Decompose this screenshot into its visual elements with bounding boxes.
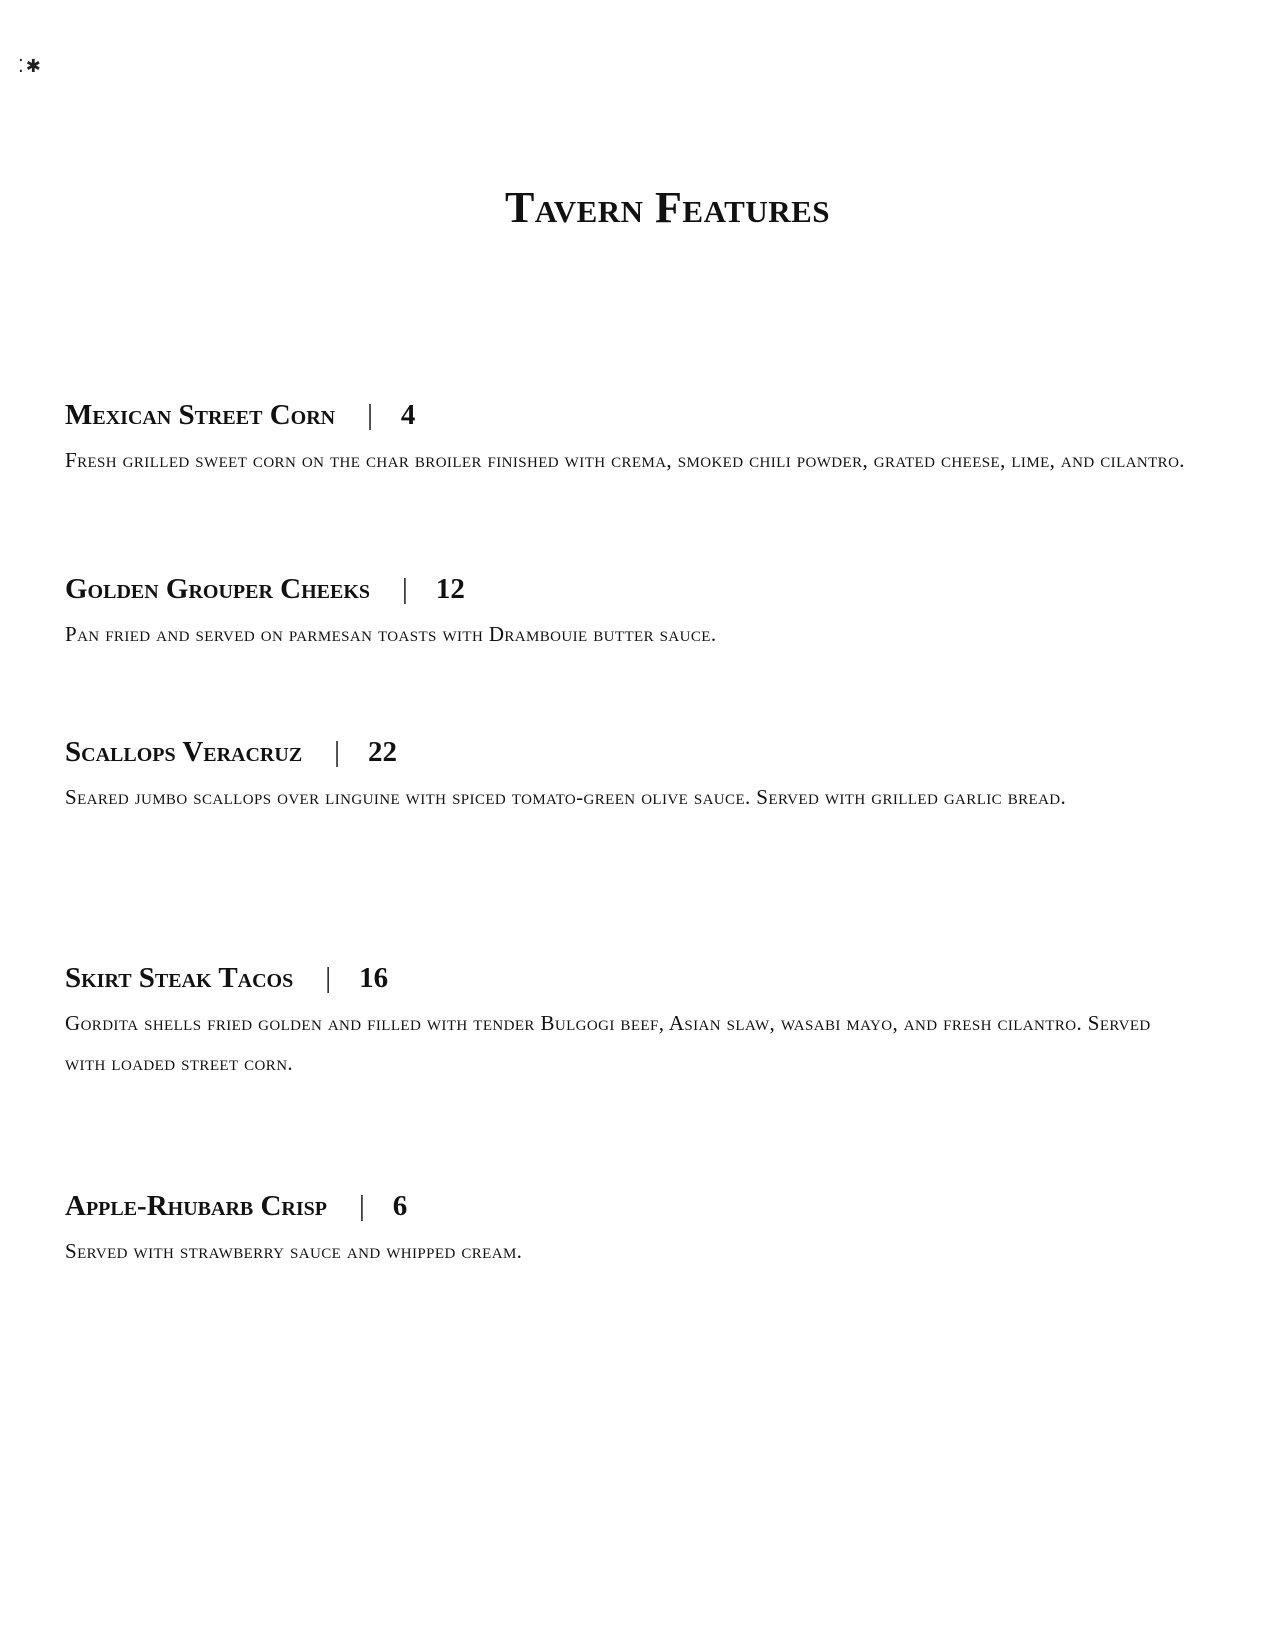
menu-item-separator: | [325, 962, 332, 994]
menu-item-header [65, 398, 1195, 432]
menu-item-description: Served with strawberry sauce and whipped cream. [65, 1239, 523, 1263]
menu-item-description: Gordita shells fried golden and filled with tender Bulgogi beef, Asian slaw, wasabi mayo, and fresh cilantro. Served with loaded street corn. [65, 1011, 1151, 1075]
page-title: Tavern Features [504, 183, 831, 232]
menu-item-header [65, 572, 1195, 606]
menu-item-header [65, 961, 1195, 995]
menu-item-name: Mexican Street Corn [65, 399, 336, 431]
menu-item-name: Golden Grouper Cheeks [65, 573, 371, 605]
menu-item-price: 22 [367, 736, 397, 768]
menu-item-separator: | [402, 573, 408, 605]
menu-item-price: 16 [359, 962, 389, 994]
menu-item [65, 735, 1195, 817]
menu-item-price: 6 [392, 1190, 408, 1222]
menu-item-description: Seared jumbo scallops over linguine with spiced tomato-green olive sauce. Served with grilled garlic bread. [65, 785, 1067, 809]
menu-item-description: Pan fried and served on parmesan toasts with Drambouie butter sauce. [65, 622, 717, 646]
menu-item [65, 961, 1195, 1083]
menu-item-name: Apple-Rhubarb Crisp [65, 1190, 327, 1222]
menu-item-name: Scallops Veracruz [65, 736, 303, 768]
menu-item [65, 572, 1195, 654]
menu-item-separator: | [367, 399, 373, 431]
menu-item-separator: | [334, 736, 340, 768]
menu-item-header [65, 735, 1195, 769]
menu-item-separator: | [358, 1190, 365, 1222]
menu-item-price: 12 [435, 573, 465, 605]
menu-item-header [65, 1189, 1195, 1223]
menu-item-name: Skirt Steak Tacos [65, 962, 294, 994]
menu-item [65, 1189, 1195, 1271]
scan-artifact-icon: ⁚✱ [18, 56, 43, 76]
menu-item-description: Fresh grilled sweet corn on the char broiler finished with crema, smoked chili powder, grated cheese, lime, and cilantro. [65, 448, 1185, 472]
menu-item-price: 4 [400, 399, 416, 431]
menu-item [65, 398, 1195, 480]
